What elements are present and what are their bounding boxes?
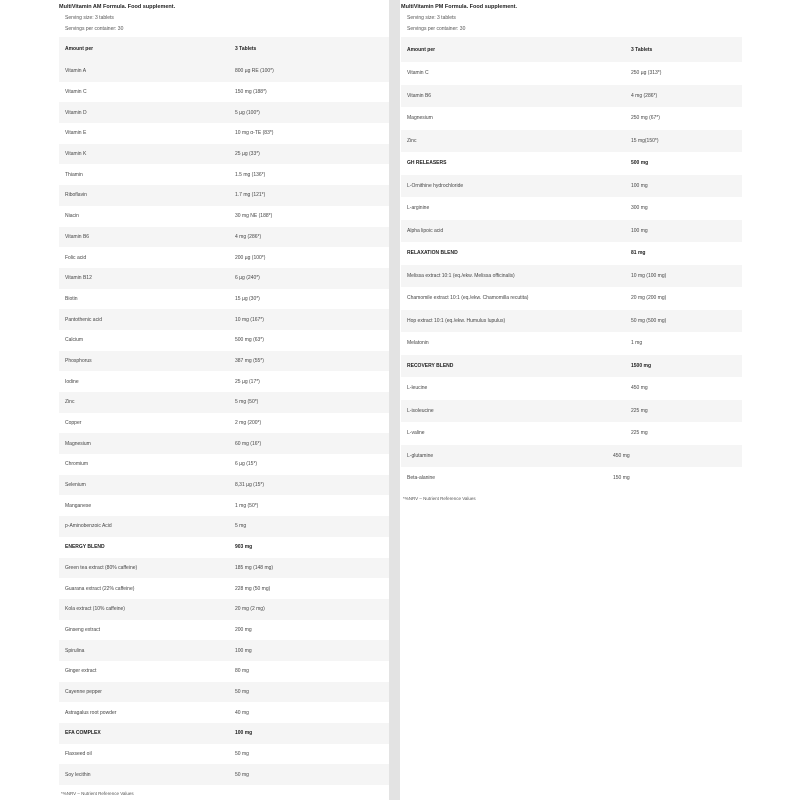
table-row [59,371,389,392]
table-row [59,392,389,413]
pm-formula-panel [401,0,742,501]
ingredient-amount: 2 mg (200*) [235,420,262,427]
table-row [59,123,389,144]
ingredient-amount: 50 mg [235,771,249,778]
table-row [59,268,389,289]
ingredient-name: Vitamin A [65,68,87,75]
table-row [59,578,389,599]
ingredient-amount: 5 mg (50*) [235,399,259,406]
ingredient-name: Chromium [65,461,89,468]
ingredient-name: Ginseng extract [65,626,101,633]
ingredient-name: Vitamin B6 [407,92,432,99]
ingredient-amount: 4 mg (286*) [235,233,262,240]
ingredient-amount: 8,31 µg (15*) [235,482,265,489]
table-row [59,620,389,641]
ingredient-name: Pantothenic acid [65,316,102,323]
ingredient-amount: 10 mg (167*) [235,316,264,323]
ingredient-name: Folic acid [65,254,87,261]
ingredient-name: Magnesium [65,440,91,447]
ingredient-name: Kola extract (10% caffeine) [65,606,125,613]
table-row [59,599,389,620]
ingredient-amount: 5 µg (100*) [235,109,260,116]
header-amount-per: Amount per [65,46,94,52]
table-row [401,85,742,108]
ingredient-name: Biotin [65,295,78,302]
ingredient-name: Zinc [407,137,417,144]
ingredient-amount: 20 mg (200 mg) [631,295,667,302]
table-header [59,37,389,61]
ingredient-amount: 150 mg (188*) [235,89,267,96]
table-row [59,289,389,310]
table-row [59,247,389,268]
servings-per-container: Servings per container: 30 [65,26,124,32]
ingredient-amount: 150 mg [613,475,630,482]
table-row [401,265,742,288]
header-tablets: 3 Tablets [235,46,257,52]
servings-per-container: Servings per container: 30 [407,26,466,32]
ingredient-name: Green tea extract (80% caffeine) [65,564,138,571]
ingredient-name: Cayenne pepper [65,688,102,695]
table-row [401,445,742,468]
ingredient-amount: 500 mg [631,160,649,167]
table-row [59,164,389,185]
ingredient-name: Vitamin C [407,70,429,77]
table-row [401,130,742,153]
serving-size: Serving size: 3 tablets [65,15,114,21]
ingredient-name: Soy lecithin [65,771,91,778]
ingredient-name: L-isoleucine [407,407,434,414]
ingredient-amount: 100 mg [235,647,252,654]
ingredient-amount: 250 µg (313*) [631,70,662,77]
table-row [59,144,389,165]
ingredient-name: Hop extract 10:1 (eq./ekw. Humulus lupulus) [407,317,506,324]
blend-row [401,355,742,378]
ingredient-name: RECOVERY BLEND [407,362,454,369]
ingredient-amount: 10 mg (100 mg) [631,272,667,279]
ingredient-amount: 5 mg [235,523,247,530]
ingredient-amount: 300 mg [631,205,648,212]
ingredient-name: Vitamin C [65,89,87,96]
ingredient-name: Beta-alanine [407,475,436,482]
table-row [401,287,742,310]
table-row [401,467,742,490]
ingredient-name: Phosphorus [65,357,92,364]
table-row [59,475,389,496]
ingredient-amount: 250 mg (67*) [631,115,660,122]
blend-row [401,242,742,265]
ingredient-name: Selenium [65,482,86,489]
table-row [401,422,742,445]
table-row [401,197,742,220]
ingredient-amount: 50 mg (500 mg) [631,317,667,324]
ingredient-amount: 81 mg [631,250,646,257]
ingredient-amount: 100 mg [631,182,648,189]
ingredient-name: Alpha lipoic acid [407,227,444,234]
ingredient-amount: 25 µg (17*) [235,378,260,385]
ingredient-name: Zinc [65,399,75,406]
ingredient-name: Melatonin [407,340,429,347]
table-row [59,702,389,723]
ingredient-name: L-valine [407,430,425,437]
ingredient-amount: 1.5 mg (136*) [235,171,266,178]
ingredient-amount: 100 mg [631,227,648,234]
table-row [59,309,389,330]
ingredient-name: ENERGY BLEND [65,544,105,551]
ingredient-name: Magnesium [407,115,433,122]
ingredient-name: RELAXATION BLEND [407,250,458,257]
ingredient-amount: 10 mg α-TE (83*) [235,130,274,137]
table-row [59,454,389,475]
ingredient-name: Flaxseed oil [65,751,92,758]
ingredient-amount: 15 µg (30*) [235,295,260,302]
table-row [401,107,742,130]
ingredient-amount: 40 mg [235,709,249,716]
ingredient-amount: 225 mg [631,407,648,414]
table-row [401,310,742,333]
table-row [59,516,389,537]
table-row [59,413,389,434]
ingredient-amount: 1 mg (50*) [235,502,259,509]
ingredient-name: EFA COMPLEX [65,730,101,737]
ingredient-amount: 387 mg (55*) [235,357,264,364]
table-row [59,433,389,454]
ingredient-amount: 200 mg [235,626,252,633]
am-formula-panel [59,0,389,796]
table-row [401,377,742,400]
table-row [59,640,389,661]
ingredient-amount: 225 mg [631,430,648,437]
blend-row [59,723,389,744]
blend-row [59,537,389,558]
ingredient-name: Thiamin [65,171,83,178]
table-row [401,332,742,355]
ingredient-name: Vitamin K [65,151,87,158]
ingredient-amount: 450 mg [631,385,648,392]
ingredient-amount: 228 mg (50 mg) [235,585,271,592]
ingredient-name: Astragalus root powder [65,709,117,716]
ingredient-name: L-Ornithine hydrochloride [407,182,464,189]
table-header [401,37,742,62]
blend-row [401,152,742,175]
table-row [59,206,389,227]
ingredient-name: Iodine [65,378,79,385]
table-row [59,102,389,123]
ingredient-name: Vitamin D [65,109,87,116]
ingredient-amount: 903 mg [235,544,253,551]
table-row [59,495,389,516]
table-row [401,400,742,423]
ingredient-name: Guarana extract (22% caffeine) [65,585,135,592]
panel-title: MultiVitamin PM Formula. Food supplement. [401,4,518,10]
table-row [401,62,742,85]
ingredient-name: L-leucine [407,385,428,392]
ingredient-name: L-arginine [407,205,430,212]
table-row [59,744,389,765]
ingredient-amount: 185 mg (148 mg) [235,564,274,571]
table-row [59,682,389,703]
ingredient-name: p-Aminobenzoic Acid [65,523,112,530]
header-amount-per: Amount per [407,46,436,53]
footnote: *%NRV – Nutrient Reference Values [403,495,476,501]
ingredient-amount: 50 mg [235,688,249,695]
ingredient-name: L-glutamine [407,452,434,459]
ingredient-name: Spirulina [65,647,85,654]
ingredient-amount: 200 µg (100*) [235,254,266,261]
table-row [401,220,742,243]
ingredient-amount: 15 mg(150*) [631,137,659,144]
ingredient-amount: 100 mg [235,730,253,737]
table-row [59,558,389,579]
nutrient-table-body [59,61,389,785]
ingredient-amount: 800 µg RE (100*) [235,68,274,75]
nutrient-table-body [401,62,742,490]
ingredient-amount: 80 mg [235,668,249,675]
ingredient-amount: 1 mg [631,340,643,347]
ingredient-amount: 500 mg (63*) [235,337,264,344]
header-tablets: 3 Tablets [631,46,653,53]
ingredient-name: Chamomile extract 10:1 (eq./ekw. Chamomilla recutita) [407,295,529,302]
ingredient-name: Niacin [65,213,79,220]
ingredient-name: Ginger extract [65,668,97,675]
ingredient-name: Melissa extract 10:1 (eq./ekw. Melissa officinalis) [407,272,515,279]
ingredient-amount: 4 mg (286*) [631,92,658,99]
ingredient-amount: 20 mg (2 mg) [235,606,265,613]
panel-title: MultiVitamin AM Formula. Food supplement. [59,4,176,10]
ingredient-name: Vitamin B6 [65,233,90,240]
panel-divider [389,0,400,800]
table-row [59,227,389,248]
ingredient-amount: 1500 mg [631,362,652,369]
table-row [59,61,389,82]
footnote: *%NRV – Nutrient Reference Values [61,791,134,797]
ingredient-amount: 30 mg NE (188*) [235,213,273,220]
ingredient-name: Calcium [65,337,84,344]
ingredient-amount: 50 mg [235,751,249,758]
ingredient-amount: 6 µg (240*) [235,275,260,282]
ingredient-name: Copper [65,420,82,427]
ingredient-name: Riboflavin [65,192,87,199]
ingredient-name: Manganese [65,502,92,509]
ingredient-amount: 1.7 mg (121*) [235,192,266,199]
ingredient-amount: 450 mg [613,452,630,459]
ingredient-amount: 60 mg (16*) [235,440,262,447]
table-row [59,351,389,372]
table-row [59,764,389,785]
table-row [401,175,742,198]
ingredient-amount: 25 µg (33*) [235,151,260,158]
ingredient-name: Vitamin B12 [65,275,92,282]
ingredient-name: GH RELEASERS [407,160,447,167]
ingredient-amount: 6 µg (15*) [235,461,258,468]
table-row [59,82,389,103]
table-row [59,185,389,206]
serving-size: Serving size: 3 tablets [407,15,456,21]
table-row [59,330,389,351]
table-row [59,661,389,682]
ingredient-name: Vitamin E [65,130,87,137]
